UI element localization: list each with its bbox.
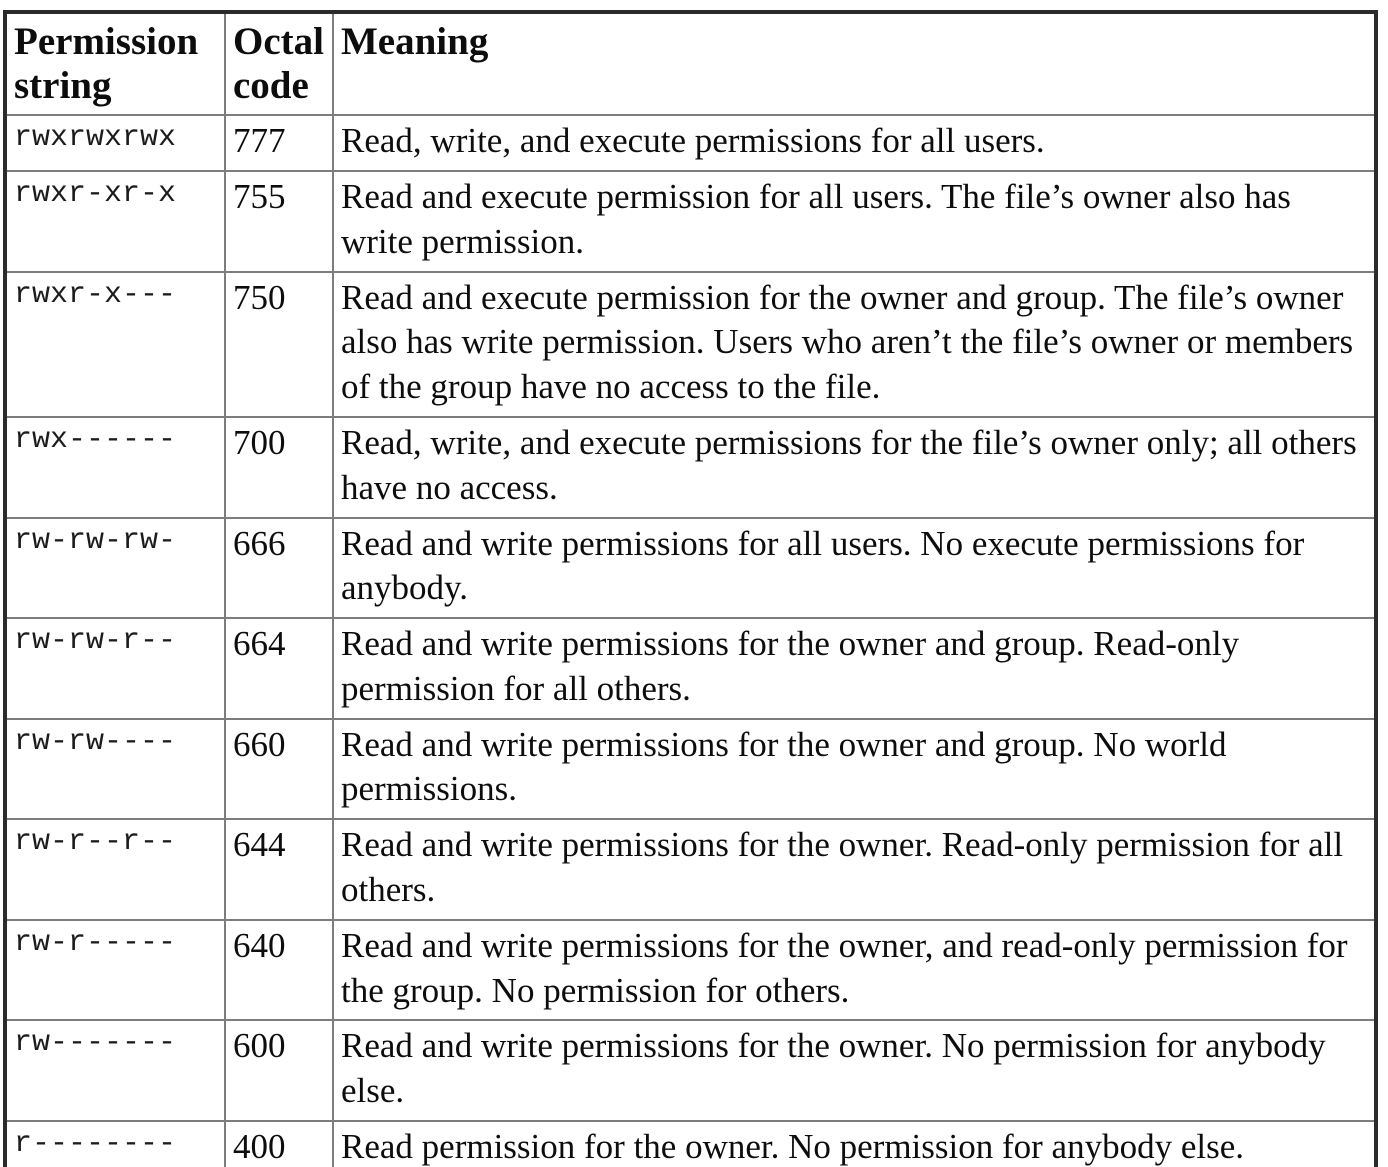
meaning-cell: Read and write permissions for the owner. No permission for anybody else.	[333, 1020, 1376, 1121]
meaning-cell: Read and write permissions for all users. No execute permissions for anybody.	[333, 518, 1376, 619]
table-row	[5, 518, 1376, 619]
permission-string-cell: rw-rw-r--	[5, 618, 225, 719]
octal-code-cell: 664	[225, 618, 333, 719]
table-row	[5, 819, 1376, 920]
meaning-cell: Read and write permissions for the owner, and read-only permission for the group. No permission for others.	[333, 920, 1376, 1021]
table-row	[5, 272, 1376, 417]
permission-string-cell: rwx------	[5, 417, 225, 518]
permission-string-cell: rwxr-x---	[5, 272, 225, 417]
table-row	[5, 1121, 1376, 1167]
octal-code-cell: 660	[225, 719, 333, 820]
meaning-cell: Read and write permissions for the owner. Read-only permission for all others.	[333, 819, 1376, 920]
permission-string-cell: rw-rw----	[5, 719, 225, 820]
permission-string-cell: rwxr-xr-x	[5, 171, 225, 272]
octal-code-cell: 750	[225, 272, 333, 417]
permission-string-cell: rw-r-----	[5, 920, 225, 1021]
table-row	[5, 115, 1376, 171]
table-row	[5, 719, 1376, 820]
header-permission-string: Permission string	[5, 12, 225, 115]
permission-string-cell: rw-------	[5, 1020, 225, 1121]
table-row	[5, 171, 1376, 272]
octal-code-cell: 644	[225, 819, 333, 920]
octal-code-cell: 640	[225, 920, 333, 1021]
meaning-cell: Read permission for the owner. No permission for anybody else.	[333, 1121, 1376, 1167]
table-row	[5, 1020, 1376, 1121]
meaning-cell: Read and write permissions for the owner and group. Read-only permission for all others.	[333, 618, 1376, 719]
octal-code-cell: 755	[225, 171, 333, 272]
meaning-cell: Read, write, and execute permissions for the file’s owner only; all others have no access.	[333, 417, 1376, 518]
permission-string-cell: r--------	[5, 1121, 225, 1167]
table-row	[5, 618, 1376, 719]
table-row	[5, 417, 1376, 518]
header-octal-code: Octal code	[225, 12, 333, 115]
octal-code-cell: 666	[225, 518, 333, 619]
meaning-cell: Read and execute permission for all users. The file’s owner also has write permission.	[333, 171, 1376, 272]
table-row	[5, 920, 1376, 1021]
octal-code-cell: 777	[225, 115, 333, 171]
meaning-cell: Read, write, and execute permissions for all users.	[333, 115, 1376, 171]
permission-string-cell: rwxrwxrwx	[5, 115, 225, 171]
octal-code-cell: 600	[225, 1020, 333, 1121]
meaning-cell: Read and execute permission for the owner and group. The file’s owner also has write permission. Users who aren’t the file’s owner or members of the group have no access to the file.	[333, 272, 1376, 417]
permission-string-cell: rw-rw-rw-	[5, 518, 225, 619]
permission-string-cell: rw-r--r--	[5, 819, 225, 920]
permissions-table	[3, 10, 1378, 1167]
header-meaning: Meaning	[333, 12, 1376, 115]
meaning-cell: Read and write permissions for the owner and group. No world permissions.	[333, 719, 1376, 820]
octal-code-cell: 700	[225, 417, 333, 518]
header-row	[5, 12, 1376, 115]
octal-code-cell: 400	[225, 1121, 333, 1167]
